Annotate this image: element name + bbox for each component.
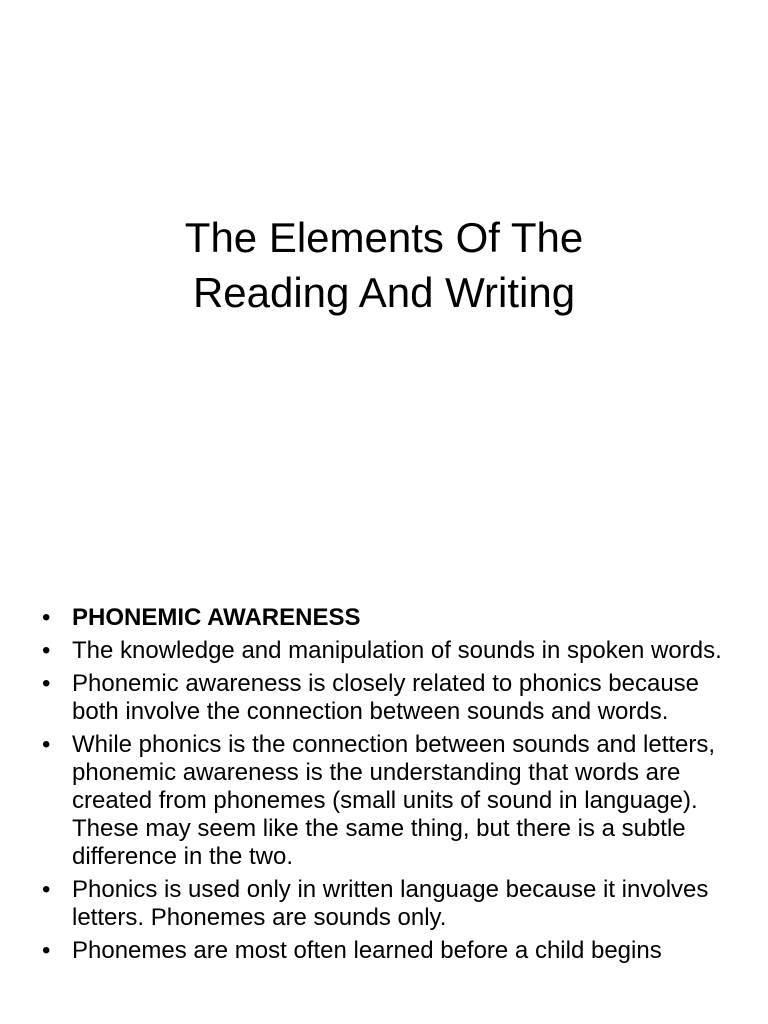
bullet-item-definition	[42, 637, 728, 665]
bullet-text: PHONEMIC AWARENESS	[72, 604, 361, 631]
bullet-text: While phonics is the connection between sounds and letters, phonemic awareness is the understanding that words are created from phonemes (small units of sound in language). These may seem like the same thing, but there is a subtle difference in the two.	[72, 731, 716, 870]
bullet-item-relation-to-phonics	[42, 670, 728, 726]
bullet-marker: •	[42, 604, 51, 631]
slide-title-line-2: Reading And Writing	[192, 269, 576, 316]
bullet-item-written-language	[42, 876, 728, 932]
bullet-marker: •	[42, 876, 51, 903]
bullet-item-learned-before	[42, 937, 728, 965]
bullet-item-phonemic-awareness-heading	[42, 604, 728, 632]
bullet-marker: •	[42, 937, 51, 964]
bullet-text: Phonics is used only in written language because it involves letters. Phonemes are sounds only.	[72, 876, 709, 931]
bullet-text: Phonemic awareness is closely related to phonics because both involve the connection between sounds and words.	[72, 670, 700, 725]
bullet-item-difference	[42, 731, 728, 871]
slide-title-line-1: The Elements Of The	[184, 214, 584, 261]
bullet-marker: •	[42, 731, 51, 758]
slide-title	[0, 210, 768, 320]
bullet-text: The knowledge and manipulation of sounds in spoken words.	[72, 637, 722, 664]
bullet-text: Phonemes are most often learned before a child begins	[72, 937, 662, 964]
bullet-marker: •	[42, 670, 51, 697]
bullet-marker: •	[42, 637, 51, 664]
bullet-list	[42, 604, 728, 970]
